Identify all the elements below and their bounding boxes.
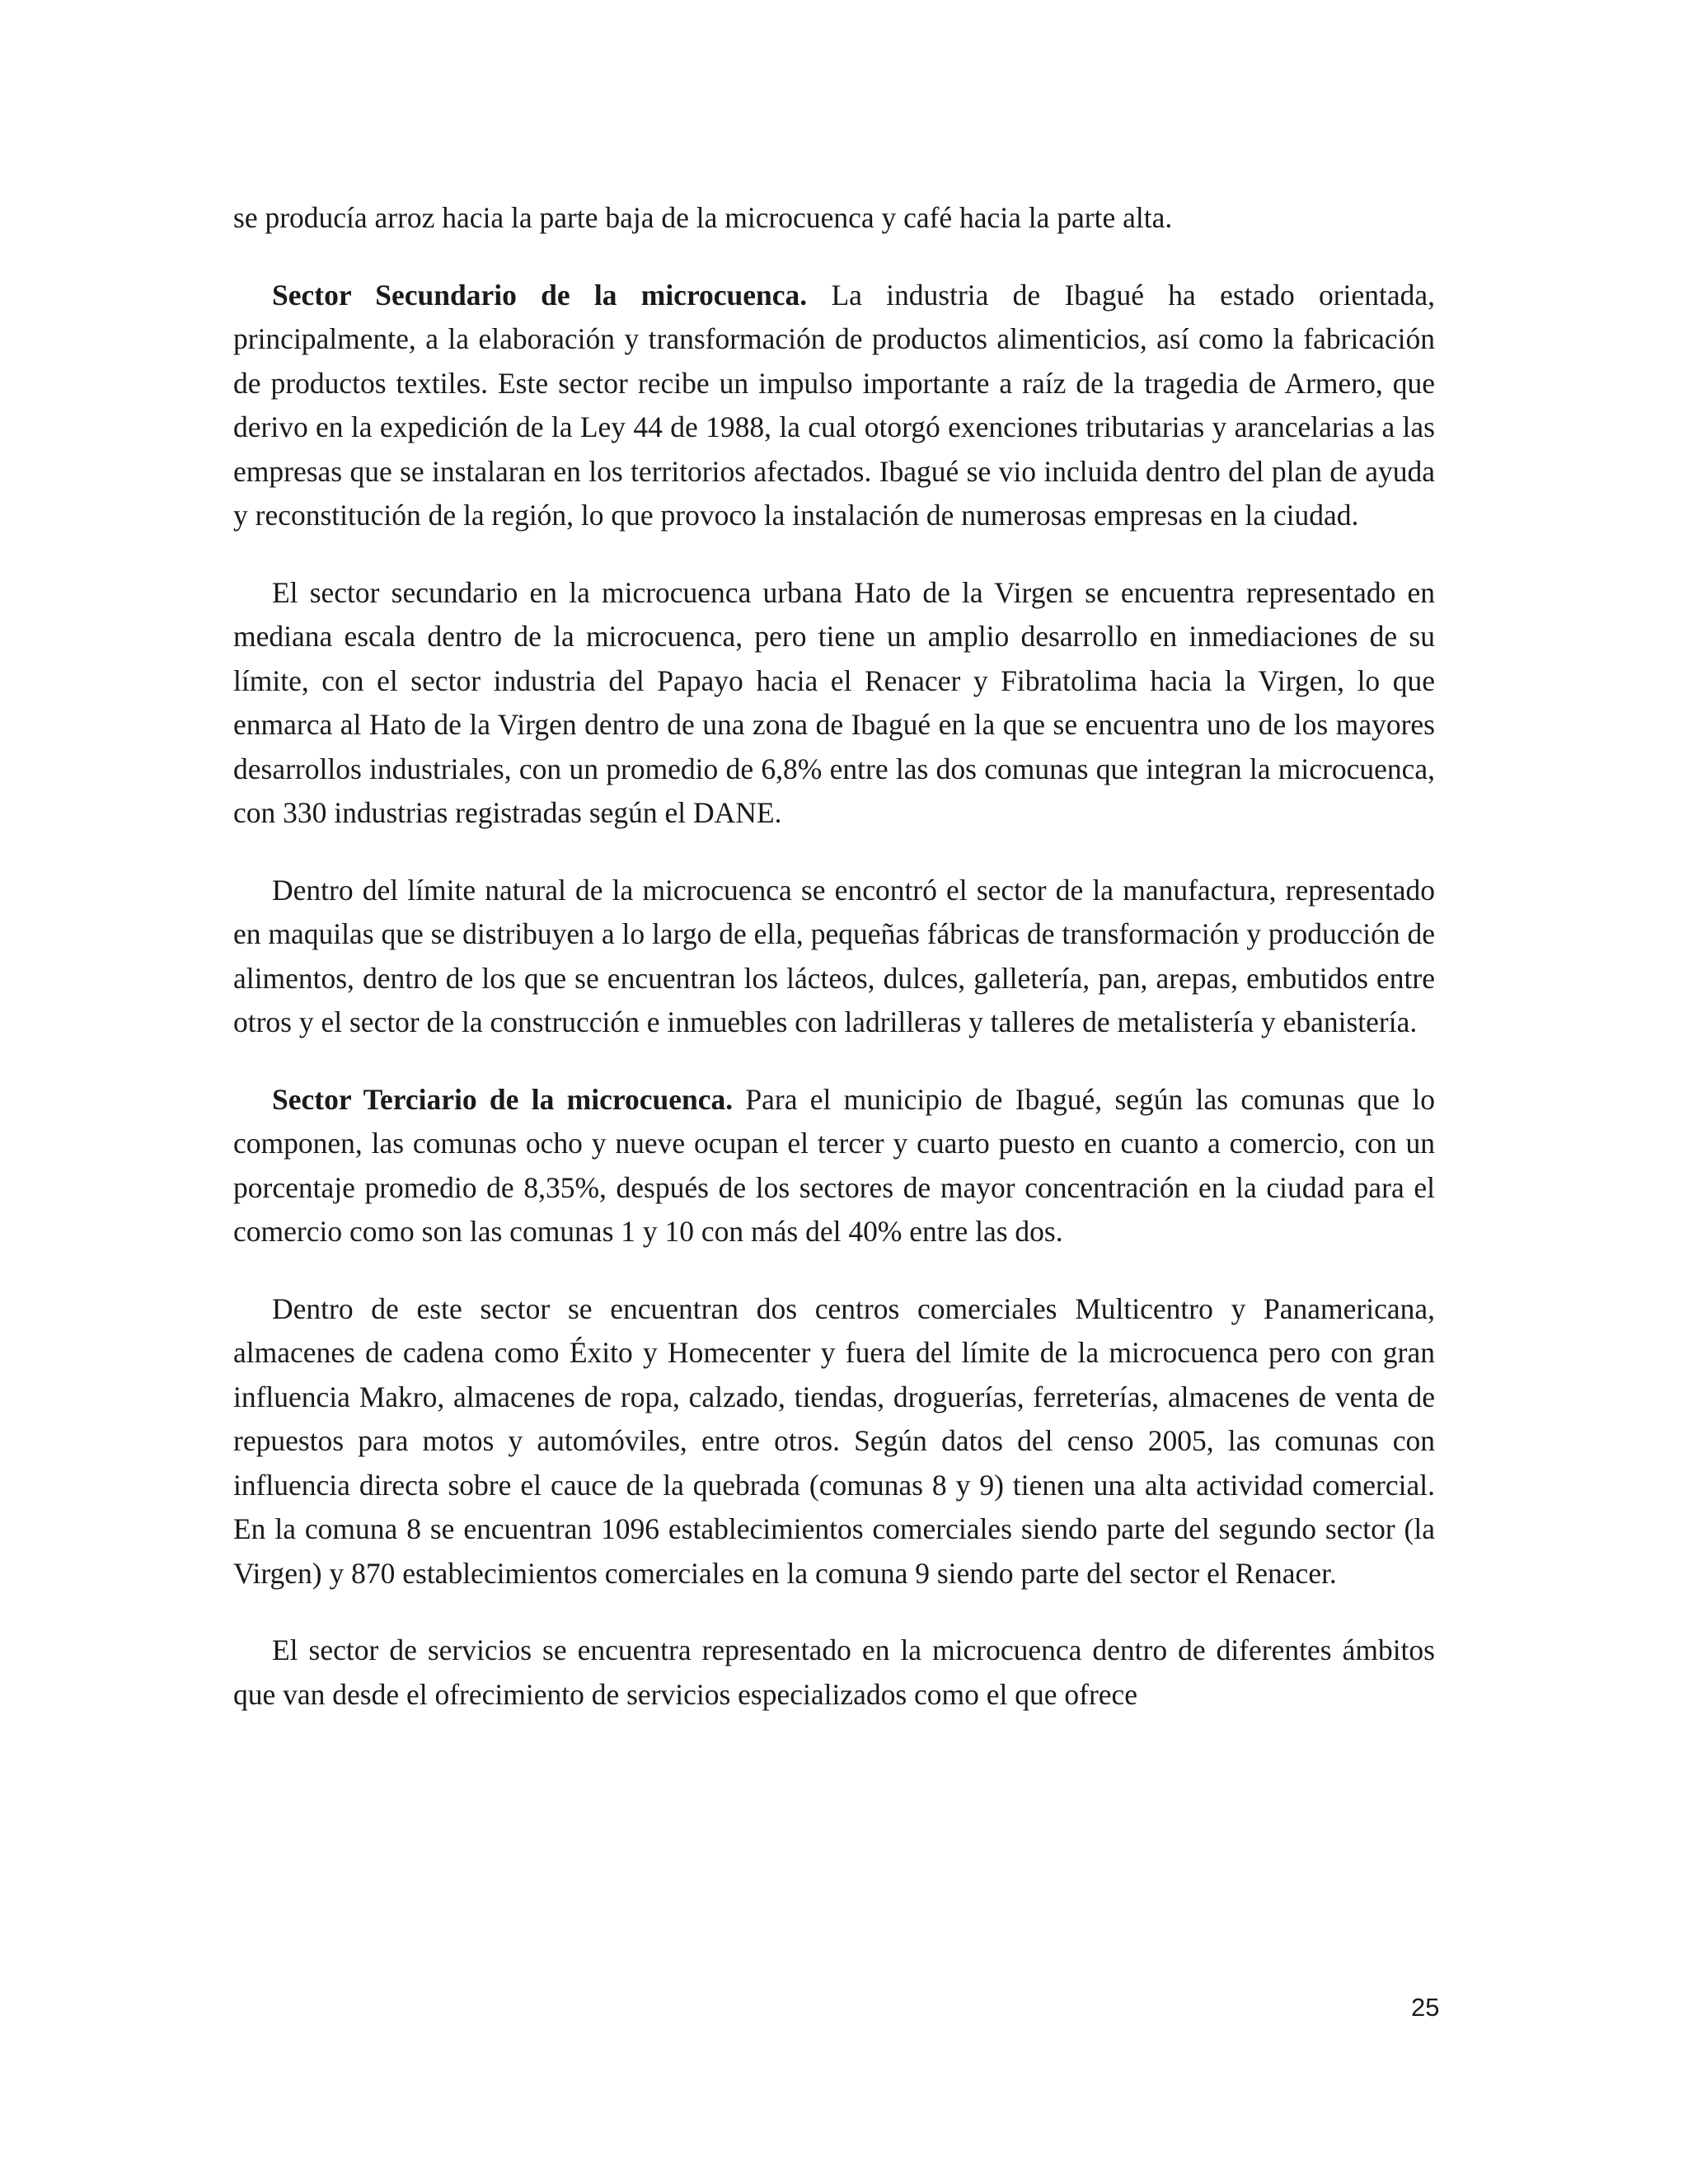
paragraph-continuation [233,196,1435,241]
paragraph-text: Dentro de este sector se encuentran dos centros comerciales Multicentro y Panamericana, almacenes de cadena como Éxito y Homecenter y fuera del límite de la microcuenca pero con gran influencia Makro, almacenes de ropa, calzado, tiendas, droguerías, ferreterías, almacenes de venta de repuestos para motos y automóviles, entre otros. Según datos del censo 2005, las comunas con influencia directa sobre el cauce de la quebrada (comunas 8 y 9) tienen una alta actividad comercial. En la comuna 8 se encuentran 1096 establecimientos comerciales siendo parte del segundo sector (la Virgen) y 870 establecimientos comerciales en la comuna 9 siendo parte del sector el Renacer. [233,1291,1435,1590]
page-number: 25 [1411,1993,1440,2022]
paragraph-centros-comerciales [233,1287,1435,1596]
paragraph-text: se producía arroz hacia la parte baja de la microcuenca y café hacia la parte alta. [233,201,1173,234]
paragraph-text: El sector de servicios se encuentra representado en la microcuenca dentro de diferentes ámbitos que van desde el ofrecimiento de servicios especializados como el que ofrece [233,1633,1435,1711]
paragraph-sector-terciario [233,1078,1435,1254]
paragraph-sector-secundario-hato [233,571,1435,836]
document-body [233,196,1435,1750]
section-heading: Sector Secundario de la microcuenca. [272,278,808,312]
paragraph-sector-secundario [233,274,1435,538]
paragraph-servicios [233,1629,1435,1717]
paragraph-text: Para el municipio de Ibagué, según las comunas que lo componen, las comunas ocho y nueve ocupan el tercer y cuarto puesto en cuanto a comercio, con un porcentaje promedio de 8,35%, después de los sectores de mayor concentración en la ciudad para el comercio como son las comunas 1 y 10 con más del 40% entre las dos. [233,1082,1435,1248]
paragraph-text: La industria de Ibagué ha estado orientada, principalmente, a la elaboración y transformación de productos alimenticios, así como la fabricación de productos textiles. Este sector recibe un impulso importante a raíz de la tragedia de Armero, que derivo en la expedición de la Ley 44 de 1988, la cual otorgó exenciones tributarias y arancelarias a las empresas que se instalaran en los territorios afectados. Ibagué se vio incluida dentro del plan de ayuda y reconstitución de la región, lo que provoco la instalación de numerosas empresas en la ciudad. [233,278,1435,532]
section-heading: Sector Terciario de la microcuenca. [272,1082,734,1116]
paragraph-manufactura [233,869,1435,1045]
paragraph-text: Dentro del límite natural de la microcuenca se encontró el sector de la manufactura, representado en maquilas que se distribuyen a lo largo de ella, pequeñas fábricas de transformación y producción de alimentos, dentro de los que se encuentran los lácteos, dulces, galletería, pan, arepas, embutidos entre otros y el sector de la construcción e inmuebles con ladrilleras y talleres de metalistería y ebanistería. [233,873,1435,1038]
paragraph-text: El sector secundario en la microcuenca urbana Hato de la Virgen se encuentra representado en mediana escala dentro de la microcuenca, pero tiene un amplio desarrollo en inmediaciones de su límite, con el sector industria del Papayo hacia el Renacer y Fibratolima hacia la Virgen, lo que enmarca al Hato de la Virgen dentro de una zona de Ibagué en la que se encuentra uno de los mayores desarrollos industriales, con un promedio de 6,8% entre las dos comunas que integran la microcuenca, con 330 industrias registradas según el DANE. [233,575,1435,829]
